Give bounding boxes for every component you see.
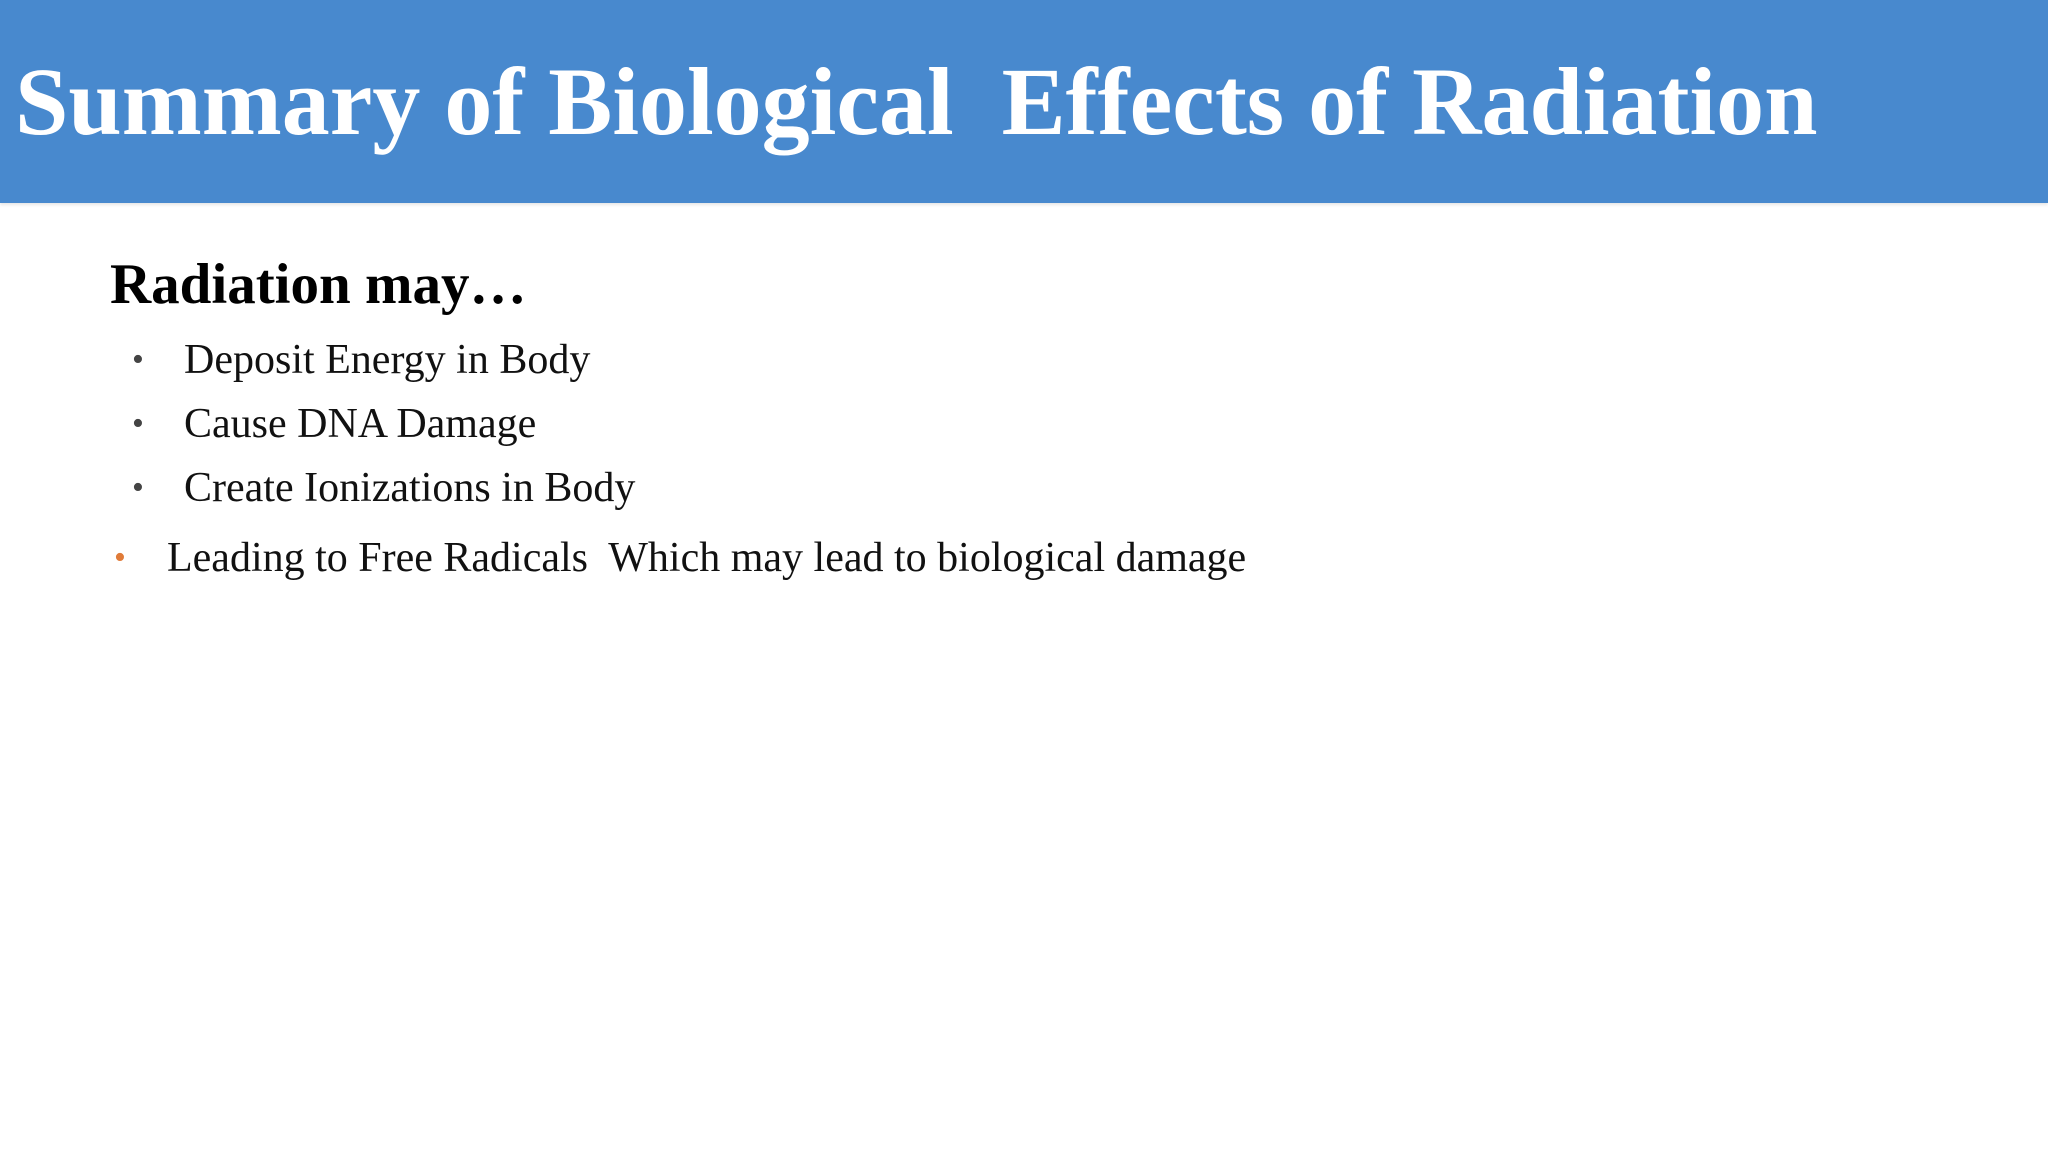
bullet-dot-icon: • xyxy=(132,341,144,378)
bullet-dot-icon: • xyxy=(114,539,126,576)
section-heading: Radiation may… xyxy=(110,253,527,316)
bullet-item-dna-damage xyxy=(128,394,828,454)
bullet-text: Create Ionizations in Body xyxy=(184,465,636,511)
bullet-item-ionizations xyxy=(128,458,828,518)
bullet-text: Leading to Free Radicals Which may lead to biological damage xyxy=(167,535,1247,581)
bullet-item-free-radicals xyxy=(110,528,1410,588)
bullet-item-deposit-energy xyxy=(128,330,828,390)
bullet-text: Cause DNA Damage xyxy=(184,401,537,447)
slide-title: Summary of Biological Effects of Radiation xyxy=(15,48,1818,155)
bullet-text: Deposit Energy in Body xyxy=(184,337,591,383)
bullet-dot-icon: • xyxy=(132,405,144,442)
bullet-dot-icon: • xyxy=(132,469,144,506)
title-bar xyxy=(0,0,2048,203)
